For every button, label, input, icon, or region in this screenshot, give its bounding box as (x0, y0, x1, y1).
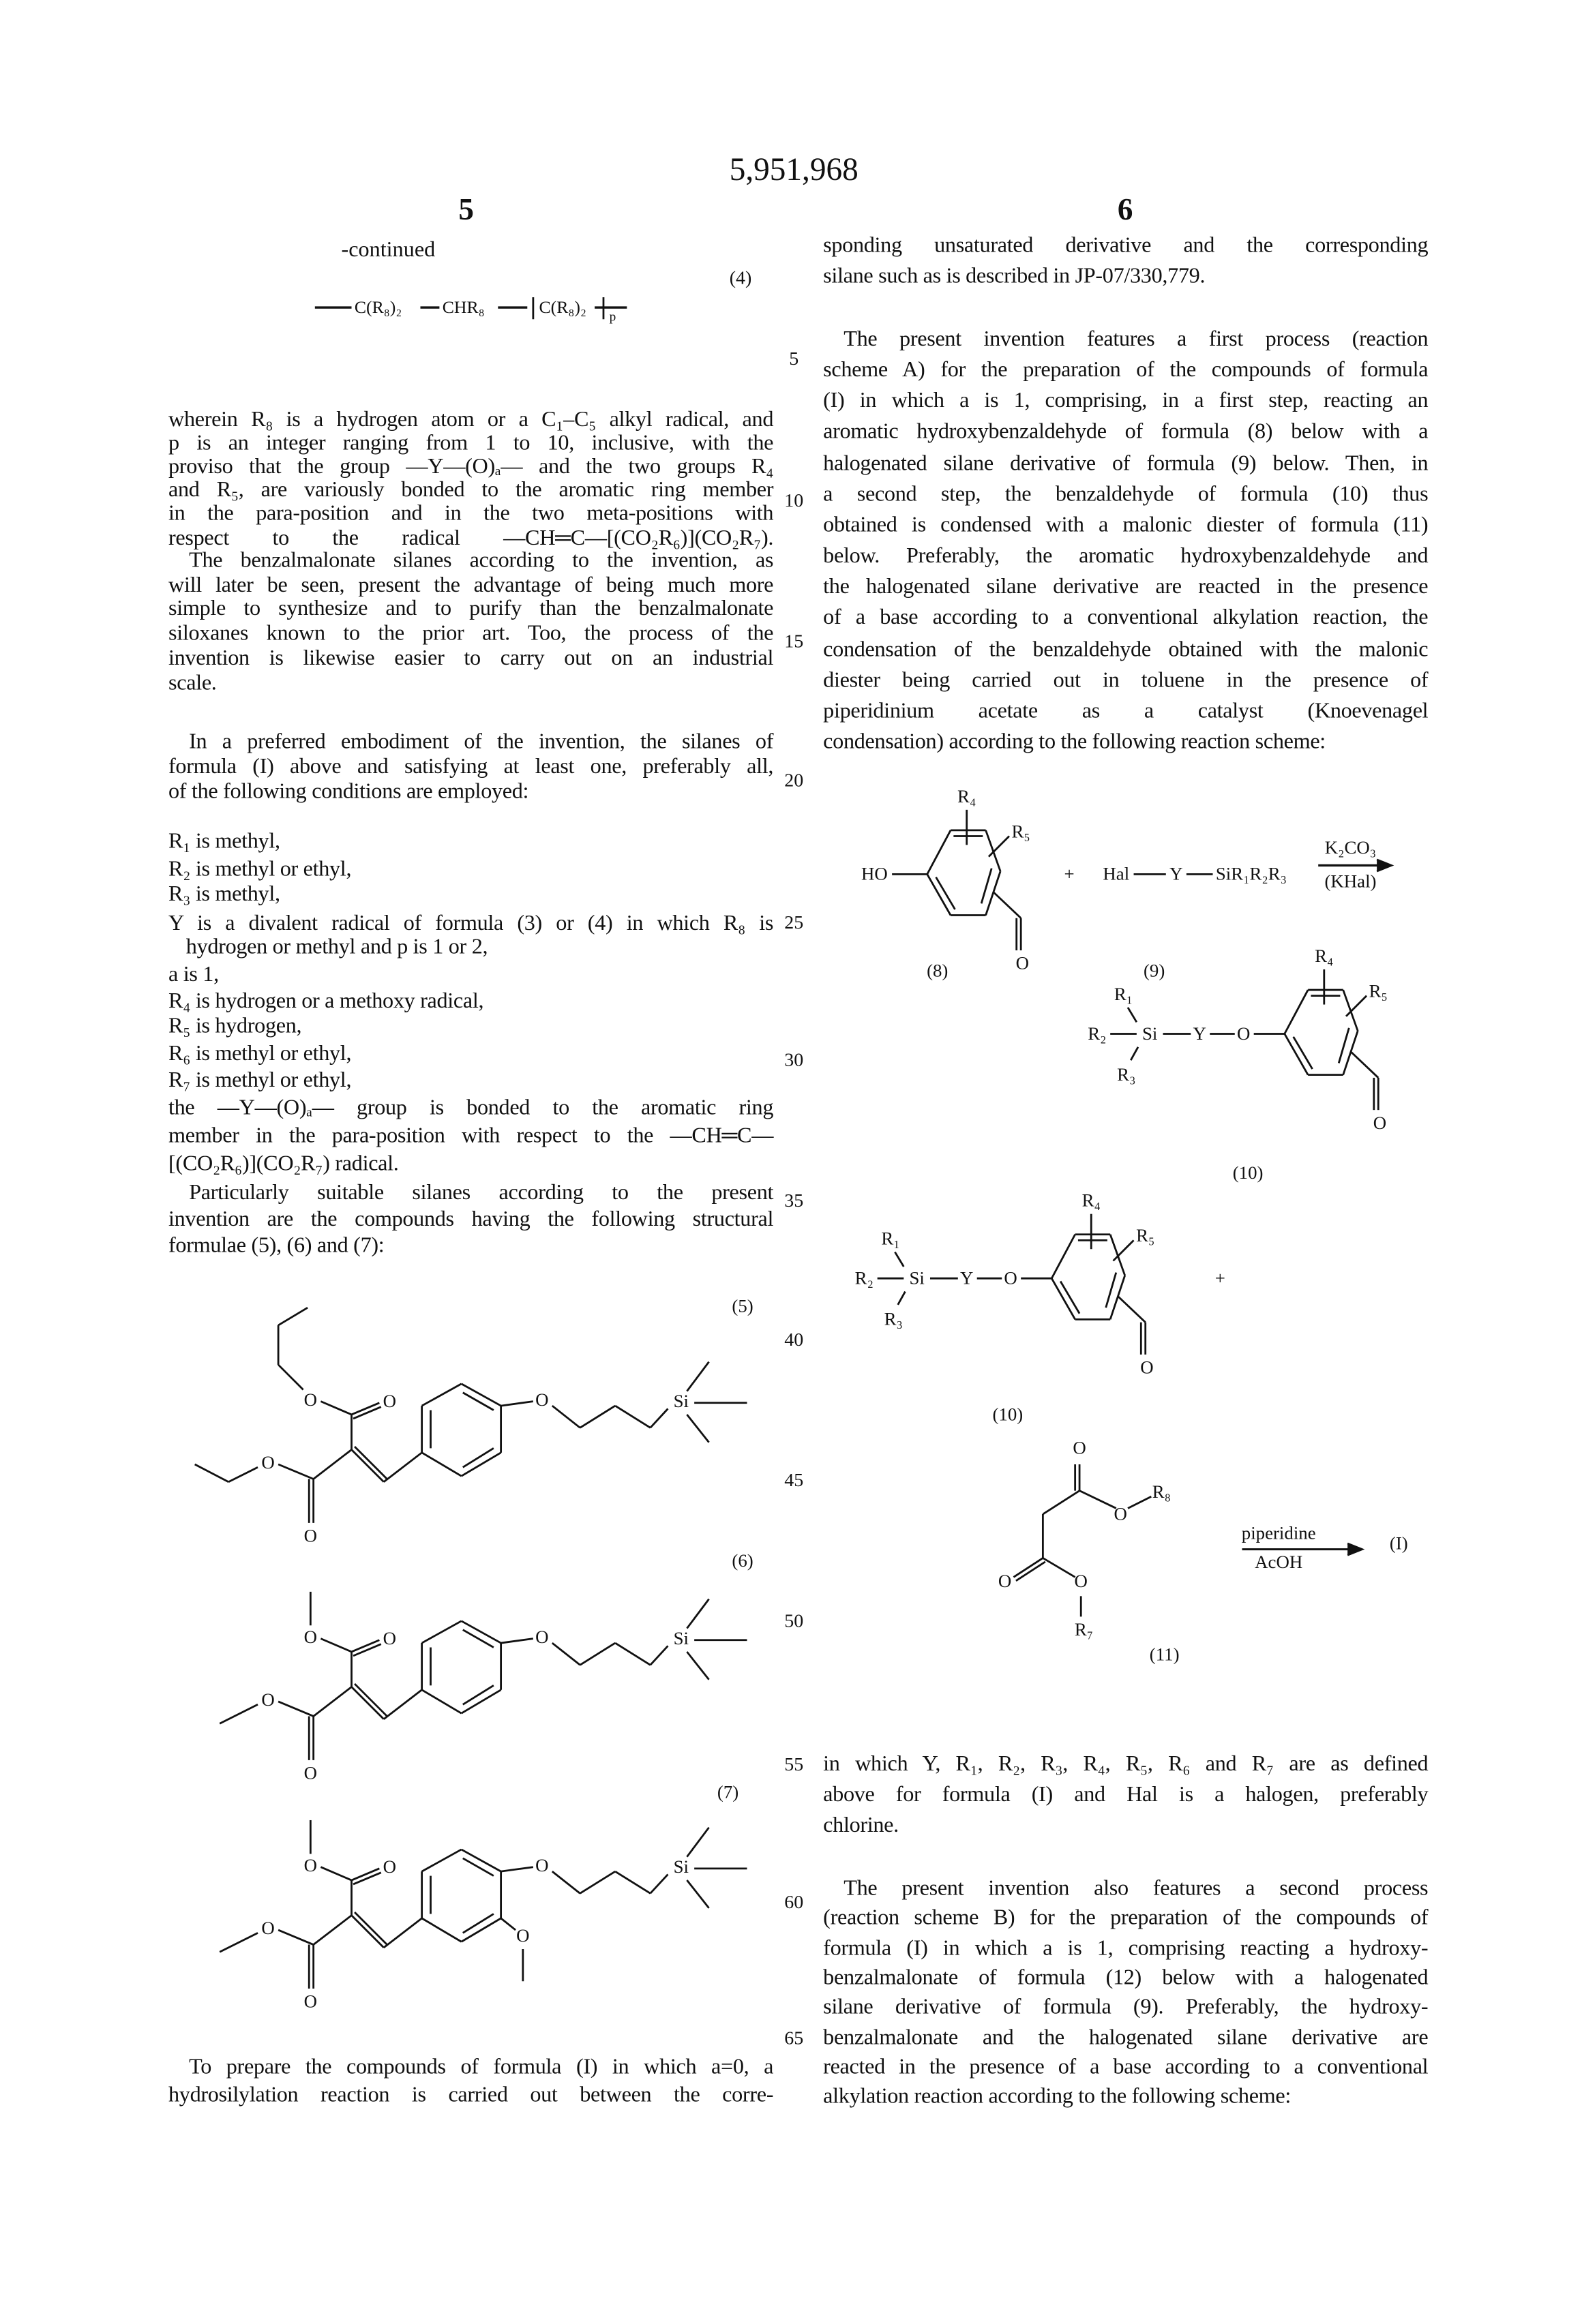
paragraph-line: formulae (5), (6) and (7): (168, 1233, 773, 1260)
r3-label: R₃ (884, 1309, 903, 1329)
double-bond-line (355, 1912, 387, 1944)
condition-item: hydrogen or methyl and p is 1 or 2, (186, 934, 773, 961)
aromatic-inner-line (463, 1914, 494, 1933)
reagent-label: piperidine (1242, 1522, 1316, 1543)
paragraph-line: chlorine. (823, 1813, 1428, 1839)
bond-line (320, 1402, 351, 1415)
bond-line (422, 1850, 462, 1871)
paragraph-line: simple to synthesize and to purify than the benzalmalonate (168, 597, 773, 623)
aromatic-inner-line (1339, 1028, 1349, 1063)
patent-number: 5,951,968 (730, 151, 859, 189)
condition-item: member in the para-position with respect to the —CH═C— (168, 1123, 773, 1150)
paragraph-line: will later be seen, present the advantage of being much more (168, 572, 773, 599)
line-number: 20 (772, 769, 816, 792)
r1-label: R₁ (881, 1228, 899, 1249)
aromatic-inner-line (1106, 1273, 1116, 1308)
bond-line (278, 1365, 303, 1390)
bond-line (384, 1453, 422, 1482)
continued-label: -continued (341, 239, 435, 264)
paragraph-line: in the para-position and in the two meta-positions with (168, 501, 773, 528)
paragraph-line: Particularly suitable silanes according to the present (189, 1180, 773, 1207)
silicon-label: Si (1142, 1023, 1157, 1044)
reagent-label: AcOH (1255, 1552, 1302, 1572)
paragraph-line: and R₅, are variously bonded to the aromatic ring member (168, 478, 773, 504)
double-bond-line (352, 1450, 384, 1482)
line-number: 60 (772, 1890, 816, 1914)
reagent-label: K₂CO₃ (1325, 837, 1376, 858)
compound-label: (10) (992, 1404, 1023, 1424)
patent-page (0, 0, 1582, 2324)
bond-line (1131, 1047, 1138, 1060)
line-number: 15 (772, 630, 816, 653)
paragraph-line: reacted in the presence of a base according to a conventional (823, 2054, 1428, 2081)
y-label: Y (1193, 1023, 1206, 1044)
bond-line (927, 830, 951, 874)
r5-label: R₅ (1136, 1225, 1154, 1246)
paragraph-line: respect to the radical —CH═C—[(CO₂R₆)](CO₂R₇). (168, 525, 773, 552)
paragraph-line: invention is likewise easier to carry out on an industrial (168, 646, 773, 672)
condition-item: the —Y—(O)ₐ— group is bonded to the aromatic ring (168, 1096, 773, 1122)
bond-line (651, 1408, 668, 1428)
plus-sign: + (1215, 1268, 1225, 1288)
carbonyl-oxygen-label: O (383, 1628, 396, 1648)
paragraph-line: a second step, the benzaldehyde of formula (10) thus (823, 481, 1428, 508)
compound-label: (7) (717, 1781, 738, 1802)
carbonyl-oxygen-label: O (304, 1763, 317, 1783)
bond-line (422, 1690, 462, 1713)
line-number: 65 (772, 2027, 816, 2050)
aldehyde-oxygen-label: O (1140, 1357, 1153, 1378)
double-bond-line (1013, 1558, 1043, 1577)
paragraph-line: The present invention also features a second process (844, 1876, 1428, 1903)
bond-line (1051, 1235, 1075, 1278)
y-label: Y (960, 1268, 973, 1288)
carbonyl-oxygen-label: O (383, 1391, 396, 1411)
bond-line (314, 1916, 352, 1945)
r3-label: R₃ (1117, 1064, 1135, 1085)
paragraph-line: invention are the compounds having the following structural (168, 1207, 773, 1233)
silane-group-label: SiR₁R₂R₃ (1216, 864, 1287, 884)
ester-oxygen-label: O (1075, 1571, 1088, 1591)
bond-line (501, 1867, 533, 1871)
paragraph-line: benzalmalonate of formula (12) below with a halogenated (823, 1965, 1428, 1991)
paragraph-line: the halogenated silane derivative are reacted in the presence (823, 574, 1428, 601)
line-number: 10 (772, 489, 816, 512)
bond-line (615, 1871, 651, 1893)
paragraph-line: sponding unsaturated derivative and the corresponding (823, 233, 1428, 260)
paragraph-line: benzalmalonate and the halogenated silane derivative are (823, 2025, 1428, 2051)
condition-item: R₁ is methyl, (168, 829, 773, 856)
aldehyde-oxygen-label: O (1016, 953, 1029, 974)
paragraph-line: alkylation reaction according to the following scheme: (823, 2084, 1428, 2111)
methoxy-oxygen-label: O (516, 1925, 529, 1946)
bond-line (320, 1639, 351, 1652)
bond-line (320, 1867, 351, 1880)
paragraph-line: To prepare the compounds of formula (I) in which a=0, a (189, 2055, 773, 2081)
bond-line (278, 1308, 308, 1325)
line-number: 5 (772, 347, 816, 370)
bond-line (1110, 1235, 1124, 1276)
paragraph-line: piperidinium acetate as a catalyst (Knoevenagel (823, 698, 1428, 725)
bond-line (687, 1599, 708, 1629)
bond-line (687, 1880, 708, 1908)
paragraph-line: of the following conditions are employed: (168, 779, 773, 806)
bond-line (687, 1362, 708, 1391)
r1-label: R₁ (1114, 984, 1133, 1004)
compound-label: (9) (1144, 960, 1165, 980)
paragraph-line: The present invention features a first process (reaction (844, 327, 1428, 353)
ether-oxygen-label: O (535, 1627, 548, 1647)
aromatic-inner-line (463, 1393, 494, 1410)
ester-oxygen-label: O (304, 1627, 317, 1647)
bond-line (384, 1918, 422, 1948)
bond-line (1079, 1491, 1116, 1509)
ester-oxygen-label: O (304, 1389, 317, 1410)
paragraph-line: scheme A) for the preparation of the compounds of formula (823, 357, 1428, 384)
aromatic-inner-line (463, 1630, 494, 1648)
compound-label: (10) (1233, 1162, 1264, 1183)
line-number: 30 (772, 1048, 816, 1072)
paragraph-line: (reaction scheme B) for the preparation of the compounds of (823, 1905, 1428, 1932)
ester-oxygen-label: O (261, 1689, 274, 1710)
bond-line (1343, 990, 1358, 1031)
bond-line (422, 1453, 462, 1476)
aromatic-inner-line (463, 1858, 494, 1876)
arrow-head (1377, 860, 1391, 871)
ester-oxygen-label: O (261, 1452, 274, 1473)
bond-line (687, 1415, 708, 1443)
paragraph-line: wherein R₈ is a hydrogen atom or a C₁–C₅ alkyl radical, and (168, 407, 773, 434)
paragraph-line: The benzalmalonate silanes according to the invention, as (189, 547, 773, 574)
paragraph-line: In a preferred embodiment of the invention, the silanes of (189, 729, 773, 756)
bond-line (580, 1643, 616, 1665)
bond-line (615, 1643, 651, 1665)
silicon-label: Si (674, 1856, 689, 1877)
paragraph-line: of a base according to a conventional alkylation reaction, the (823, 605, 1428, 632)
paragraph-line: halogenated silane derivative of formula (9) below. Then, in (823, 451, 1428, 477)
carbonyl-oxygen-label: O (383, 1856, 396, 1877)
bond-line (1118, 1296, 1146, 1323)
bond-line (651, 1646, 668, 1665)
condition-item: R₇ is methyl or ethyl, (168, 1068, 773, 1094)
aromatic-inner-line (463, 1685, 494, 1704)
aromatic-inner-line (981, 869, 991, 904)
bond-line (552, 1406, 580, 1428)
r4-label: R₄ (1315, 946, 1333, 966)
r2-label: R₂ (855, 1268, 874, 1288)
paragraph-line: p is an integer ranging from 1 to 10, inclusive, with the (168, 431, 773, 457)
double-bond-line (355, 1447, 387, 1479)
paragraph-line: (I) in which a is 1, comprising, in a first step, reacting an (823, 389, 1428, 415)
chemical-structures (0, 0, 1582, 2324)
bond-line (422, 1918, 462, 1942)
condition-item: R₄ is hydrogen or a methoxy radical, (168, 989, 773, 1015)
bond-line (220, 1933, 258, 1952)
bond-line (687, 1652, 708, 1680)
compound-label: (8) (927, 960, 948, 980)
condition-item: a is 1, (168, 962, 773, 989)
bond-line (278, 1930, 314, 1944)
ether-oxygen-label: O (535, 1389, 548, 1410)
bond-line (501, 1402, 533, 1406)
bond-line (898, 1292, 906, 1305)
bond-line (1350, 1051, 1378, 1078)
column-number-left: 5 (458, 192, 474, 228)
arrow-head (1347, 1543, 1362, 1555)
halogen-label: Hal (1103, 864, 1129, 884)
ester-oxygen-label: O (1114, 1503, 1127, 1524)
bond-line (580, 1871, 616, 1893)
y-label: Y (1169, 864, 1182, 884)
bond-line (651, 1874, 668, 1893)
reagent-label: (KHal) (1324, 871, 1376, 891)
r4-label: R₄ (1082, 1190, 1101, 1211)
silicon-label: Si (674, 1391, 689, 1411)
line-number: 50 (772, 1610, 816, 1633)
bond-line (422, 1384, 462, 1406)
ether-oxygen-label: O (1004, 1268, 1017, 1288)
bond-line (220, 1704, 258, 1723)
condition-item: Y is a divalent radical of formula (3) or (4) in which R₈ is (168, 911, 773, 937)
bond-line (1043, 1491, 1079, 1514)
silicon-label: Si (674, 1628, 689, 1648)
carbonyl-oxygen-label: O (998, 1571, 1011, 1591)
bond-line (228, 1467, 258, 1481)
bond-line (422, 1621, 462, 1643)
ester-oxygen-label: O (261, 1918, 274, 1938)
ether-oxygen-label: O (535, 1855, 548, 1875)
product-label: (I) (1390, 1533, 1408, 1553)
line-number: 25 (772, 911, 816, 934)
paragraph-line: in which Y, R₁, R₂, R₃, R₄, R₅, R₆ and R₇ are as defined (823, 1751, 1428, 1778)
line-number: 35 (772, 1189, 816, 1212)
aromatic-inner-line (463, 1448, 494, 1467)
condition-item: [(CO₂R₆)](CO₂R₇) radical. (168, 1151, 773, 1177)
ether-oxygen-label: O (1237, 1023, 1250, 1044)
bond-line (993, 892, 1021, 918)
bond-line (278, 1702, 314, 1716)
condition-item: R₂ is methyl or ethyl, (168, 857, 773, 884)
bond-line (195, 1464, 228, 1482)
double-bond-line (352, 1687, 384, 1719)
paragraph-line: silane derivative of formula (9). Preferably, the hydroxy- (823, 1995, 1428, 2021)
paragraph-line: siloxanes known to the prior art. Too, the process of the (168, 621, 773, 648)
condition-item: R₅ is hydrogen, (168, 1013, 773, 1040)
silicon-label: Si (909, 1268, 924, 1288)
formula-4-label: (4) (730, 267, 752, 290)
paragraph-line: formula (I) in which a is 1, comprising reacting a hydroxy- (823, 1935, 1428, 1962)
r8-label: R₈ (1152, 1481, 1171, 1502)
paragraph-line: hydrosilylation reaction is carried out between the corre- (168, 2082, 773, 2109)
paragraph-line: above for formula (I) and Hal is a halogen, preferably (823, 1782, 1428, 1809)
formula-4-group: CHR₈ (443, 297, 485, 317)
paragraph-line: diester being carried out in toluene in the presence of (823, 667, 1428, 694)
double-bond-line (1016, 1562, 1045, 1581)
condition-item: R₃ is methyl, (168, 881, 773, 908)
paragraph-line: condensation) according to the following reaction scheme: (823, 729, 1428, 756)
r5-label: R₅ (1369, 981, 1388, 1001)
bond-line (384, 1690, 422, 1719)
bond-line (986, 830, 1000, 871)
bond-line (314, 1450, 352, 1479)
paragraph-line: proviso that the group —Y—(O)ₐ— and the two groups R₄ (168, 454, 773, 481)
bond-line (687, 1828, 708, 1857)
hydroxyl-label: HO (861, 864, 888, 884)
formula-4-subscript: p (610, 310, 616, 325)
bond-line (895, 1252, 904, 1267)
bond-line (1128, 1008, 1137, 1022)
double-bond-line (352, 1916, 384, 1948)
bond-line (552, 1643, 580, 1665)
formula-4-group: C(R₈)₂ (539, 297, 586, 317)
compound-label: (11) (1150, 1644, 1180, 1665)
bond-line (552, 1871, 580, 1893)
formula-4-group: C(R₈)₂ (355, 297, 402, 317)
r7-label: R₇ (1075, 1619, 1093, 1640)
bond-line (580, 1406, 616, 1428)
r4-label: R₄ (957, 786, 976, 806)
carbonyl-oxygen-label: O (304, 1991, 317, 2012)
plus-sign: + (1064, 864, 1074, 884)
compound-label: (6) (732, 1550, 753, 1571)
bond-line (278, 1464, 314, 1479)
paragraph-line: scale. (168, 670, 773, 697)
bond-line (1128, 1496, 1151, 1508)
condition-item: R₆ is methyl or ethyl, (168, 1041, 773, 1068)
r5-label: R₅ (1012, 821, 1030, 841)
bond-line (1043, 1558, 1075, 1577)
bond-line (501, 1639, 533, 1643)
compound-label: (5) (732, 1295, 753, 1316)
paragraph-line: below. Preferably, the aromatic hydroxybenzaldehyde and (823, 543, 1428, 570)
paragraph-line: formula (I) above and satisfying at least one, preferably all, (168, 754, 773, 781)
paragraph-line: silane such as is described in JP-07/330,779. (823, 264, 1428, 290)
bond-line (501, 1918, 516, 1930)
paragraph-line: aromatic hydroxybenzaldehyde of formula (8) below with a (823, 419, 1428, 446)
line-number: 45 (772, 1468, 816, 1492)
aldehyde-oxygen-label: O (1373, 1113, 1386, 1133)
carbonyl-oxygen-label: O (304, 1526, 317, 1546)
bond-line (314, 1687, 352, 1716)
paragraph-line: obtained is condensed with a malonic diester of formula (11) (823, 513, 1428, 539)
bond-line (615, 1406, 651, 1428)
paragraph-line: condensation of the benzaldehyde obtained with the malonic (823, 636, 1428, 663)
bond-line (1285, 990, 1308, 1033)
carbonyl-oxygen-label: O (1073, 1438, 1086, 1458)
line-number: 40 (772, 1328, 816, 1351)
line-number: 55 (772, 1753, 816, 1776)
double-bond-line (355, 1684, 387, 1716)
column-number-right: 6 (1118, 192, 1133, 228)
ester-oxygen-label: O (304, 1855, 317, 1875)
r2-label: R₂ (1088, 1023, 1106, 1044)
